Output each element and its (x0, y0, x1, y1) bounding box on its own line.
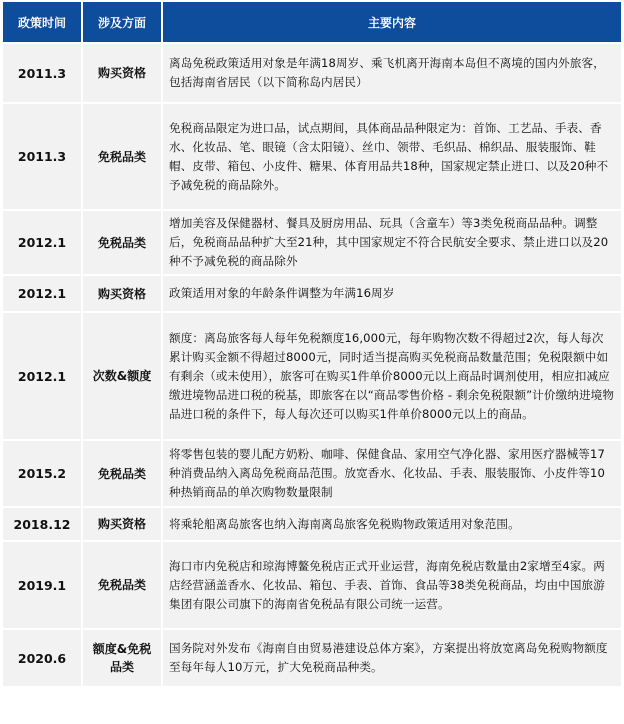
row-time: 2012.1 (3, 211, 83, 276)
row-content: 将乘轮船离岛旅客也纳入海南离岛旅客免税购物政策适用对象范围。 (163, 508, 621, 542)
table-row (3, 313, 621, 441)
row-category: 购买资格 (83, 44, 163, 104)
table-row (3, 104, 621, 211)
row-time: 2015.2 (3, 441, 83, 508)
table-row (3, 44, 621, 104)
row-category: 免税品类 (83, 542, 163, 630)
row-time: 2012.1 (3, 313, 83, 441)
row-content: 国务院对外发布《海南自由贸易港建设总体方案》，方案提出将放宽离岛免税购物额度至每年每人10万元，扩大免税商品种类。 (163, 630, 621, 688)
table-header-row (3, 2, 621, 44)
policy-table-container (3, 2, 621, 688)
row-category: 额度&免税品类 (83, 630, 163, 688)
row-time: 2012.1 (3, 276, 83, 313)
row-category: 购买资格 (83, 508, 163, 542)
row-content: 海口市内免税店和琼海博鳌免税店正式开业运营，海南免税店数量由2家增至4家。两店经营涵盖香水、化妆品、箱包、手表、首饰、食品等38类免税商品，均由中国旅游集团有限公司旗下的海南省免税品有限公司统一运营。 (163, 542, 621, 630)
table-row (3, 211, 621, 276)
row-time: 2018.12 (3, 508, 83, 542)
row-category: 免税品类 (83, 104, 163, 211)
table-row (3, 542, 621, 630)
row-category: 次数&额度 (83, 313, 163, 441)
header-main-content: 主要内容 (163, 2, 621, 44)
row-time: 2011.3 (3, 104, 83, 211)
policy-table (3, 2, 621, 688)
row-content: 政策适用对象的年龄条件调整为年满16周岁 (163, 276, 621, 313)
row-category: 免税品类 (83, 211, 163, 276)
table-row (3, 508, 621, 542)
row-content: 离岛免税政策适用对象是年满18周岁、乘飞机离开海南本岛但不离境的国内外旅客，包括海南省居民（以下简称岛内居民） (163, 44, 621, 104)
row-time: 2011.3 (3, 44, 83, 104)
row-content: 额度：离岛旅客每人每年免税额度16,000元，每年购物次数不得超过2次，每人每次累计购买金额不得超过8000元，同时适当提高购买免税商品数量范围；免税限额中如有剩余（或未使用），旅客可在购买1件单价8000元以上商品时调剂使用，相应扣减应缴进境物品进口税的税基，即旅客在以“商品零售价格 - 剩余免税限额”计价缴纳进境物品进口税的条件下，每人每次还可以购买1件单价8000元以上的商品。 (163, 313, 621, 441)
row-content: 将零售包装的婴儿配方奶粉、咖啡、保健食品、家用空气净化器、家用医疗器械等17种消费品纳入离岛免税商品范围。放宽香水、化妆品、手表、服装服饰、小皮件等10种热销商品的单次购物数量限制 (163, 441, 621, 508)
header-category: 涉及方面 (83, 2, 163, 44)
header-policy-time: 政策时间 (3, 2, 83, 44)
row-category: 购买资格 (83, 276, 163, 313)
row-category: 免税品类 (83, 441, 163, 508)
table-row (3, 441, 621, 508)
row-time: 2020.6 (3, 630, 83, 688)
table-row (3, 276, 621, 313)
row-content: 增加美容及保健器材、餐具及厨房用品、玩具（含童车）等3类免税商品品种。调整后，免税商品品种扩大至21种，其中国家规定不符合民航安全要求、禁止进口以及20种不予减免税的商品除外 (163, 211, 621, 276)
table-row (3, 630, 621, 688)
row-content: 免税商品限定为进口品，试点期间，具体商品品种限定为：首饰、工艺品、手表、香水、化妆品、笔、眼镜（含太阳镜）、丝巾、领带、毛织品、棉织品、服装服饰、鞋帽、皮带、箱包、小皮件、糖果、体育用品共18种，国家规定禁止进口、以及20种不予减免税的商品除外。 (163, 104, 621, 211)
row-time: 2019.1 (3, 542, 83, 630)
